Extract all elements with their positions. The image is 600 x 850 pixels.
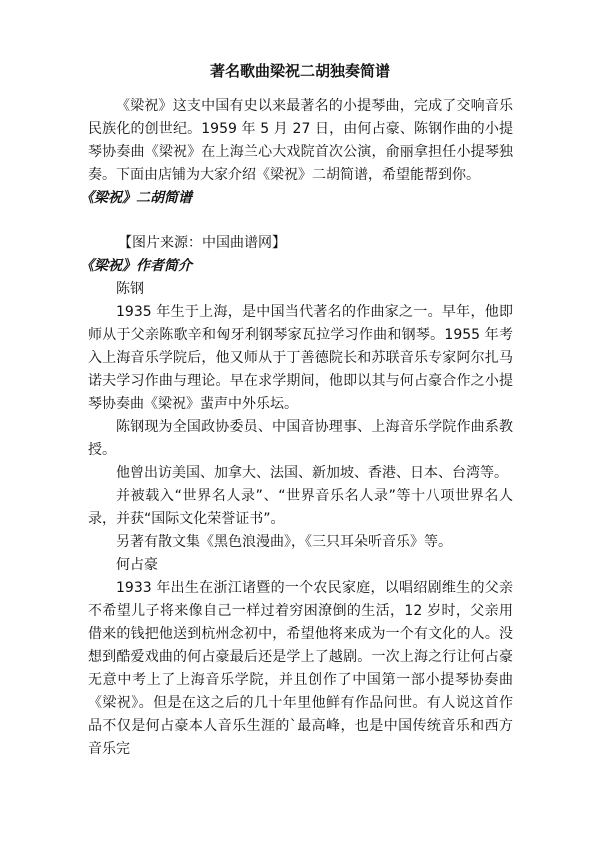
- chen-gang-paragraph-2: 陈钢现为全国政协委员、中国音协理事、上海音乐学院作曲系教授。: [88, 419, 513, 458]
- chen-gang-paragraph-4: 并被载入“世界名人录”、“世界音乐名人录”等十八项世界名人录，并获“国际文化荣誉证书”。: [88, 488, 513, 527]
- document-title: 著名歌曲梁祝二胡独奏简谱: [209, 62, 390, 80]
- chen-gang-paragraph-1: 1935 年生于上海，是中国当代著名的作曲家之一。早年，他即师从于父亲陈歌辛和匈牙利钢琴家瓦拉学习作曲和钢琴。1955 年考入上海音乐学院后，他又师从于丁善德院长和苏联音乐专家阿尔扎马诺夫学习作曲与理论。早在求学期间，他即以其与何占豪合作之小提琴协奏曲《梁祝》蜚声中外乐坛。: [88, 304, 513, 412]
- document-body: [80, 95, 513, 761]
- author-name-chen-gang: 陈钢: [116, 281, 144, 297]
- intro-paragraph: 《梁祝》这支中国有史以来最著名的小提琴曲，完成了交响音乐民族化的创世纪。1959 年 5 月 27 日，由何占豪、陈钢作曲的小提琴协奏曲《梁祝》在上海兰心大戏院首次公演，俞丽拿担任小提琴独奏。下面由店铺为大家介绍《梁祝》二胡简谱，希望能帮到你。: [88, 98, 513, 183]
- author-name-he-zhanhao: 何占豪: [116, 557, 158, 573]
- section-heading-authors: 《梁祝》作者简介: [80, 258, 192, 274]
- chen-gang-paragraph-3: 他曾出访美国、加拿大、法国、新加坡、香港、日本、台湾等。: [116, 465, 508, 481]
- section-heading-score: 《梁祝》二胡简谱: [80, 190, 192, 206]
- score-image-placeholder: [88, 210, 513, 232]
- he-zhanhao-paragraph-1: 1933 年出生在浙江诸暨的一个农民家庭，以唱绍剧维生的父亲不希望儿子将来像自己一样过着穷困潦倒的生活，12 岁时，父亲用借来的钱把他送到杭州念初中，希望他将来成为一个有文化的人。没想到酷爱戏曲的何占豪最后还是学上了越剧。一次上海之行让何占豪无意中考上了上海音乐学院，并且创作了中国第一部小提琴协奏曲《梁祝》。但是在这之后的几十年里他鲜有作品问世。有人说这首作品不仅是何占豪本人音乐生涯的`最高峰，也是中国传统音乐和西方音乐完: [88, 580, 513, 757]
- image-source-caption: 【图片来源：中国曲谱网】: [118, 235, 286, 251]
- chen-gang-paragraph-5: 另著有散文集《黑色浪漫曲》，《三只耳朵听音乐》等。: [116, 534, 452, 550]
